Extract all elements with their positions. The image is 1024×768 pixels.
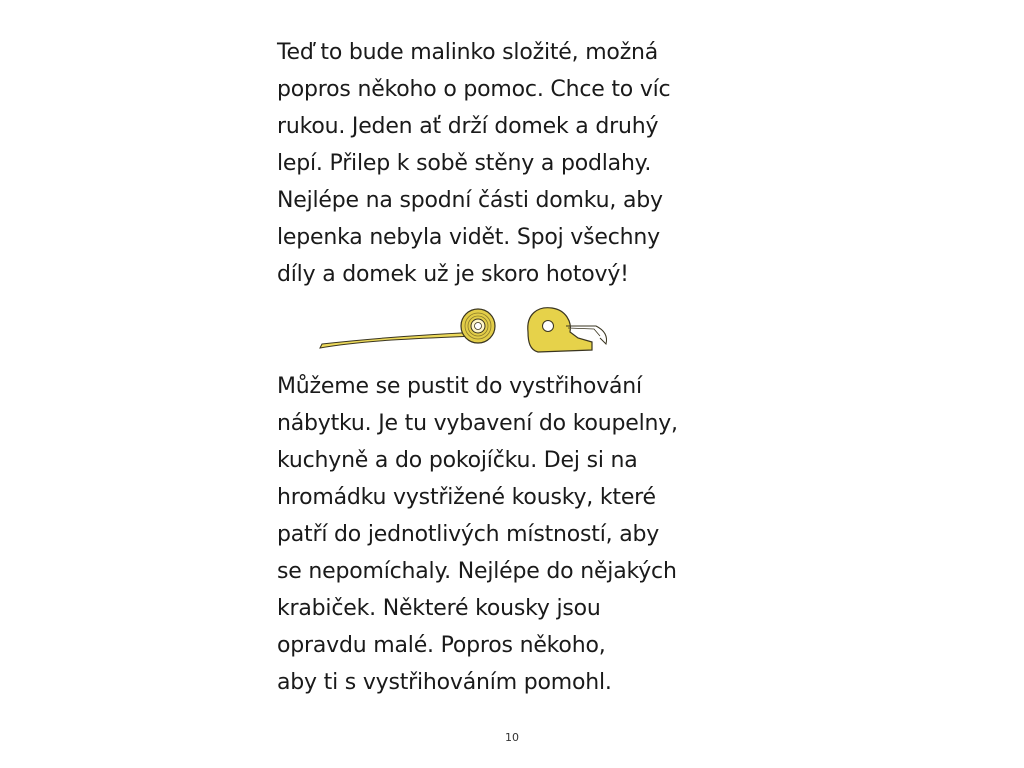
text-line: opravdu malé. Popros někoho,	[277, 633, 606, 658]
text-line: aby ti s vystřihováním pomohl.	[277, 670, 612, 695]
text-line: nábytku. Je tu vybavení do koupelny,	[277, 411, 678, 436]
text-line: popros někoho o pomoc. Chce to víc	[277, 77, 671, 102]
text-line: Teď to bude malinko složité, možná	[277, 40, 659, 65]
text-line: Můžeme se pustit do vystřihování	[277, 374, 642, 399]
tape-illustration	[316, 302, 616, 358]
text-line: díly a domek už je skoro hotový!	[277, 262, 629, 287]
tape-roll-icon	[320, 309, 495, 348]
text-line: krabiček. Některé kousky jsou	[277, 596, 601, 621]
paragraph-taping-instructions	[277, 34, 757, 293]
text-line: Nejlépe na spodní části domku, aby	[277, 188, 663, 213]
paragraph-furniture-cutting	[277, 368, 757, 701]
text-line: rukou. Jeden ať drží domek a druhý	[277, 114, 659, 139]
text-line: se nepomíchaly. Nejlépe do nějakých	[277, 559, 677, 584]
tape-dispenser-icon	[528, 308, 607, 352]
text-line: kuchyně a do pokojíčku. Dej si na	[277, 448, 638, 473]
text-line: patří do jednotlivých místností, aby	[277, 522, 660, 547]
text-line: hromádku vystřižené kousky, které	[277, 485, 656, 510]
text-line: lepenka nebyla vidět. Spoj všechny	[277, 225, 660, 250]
page-number: 10	[505, 731, 519, 744]
text-line: lepí. Přilep k sobě stěny a podlahy.	[277, 151, 652, 176]
